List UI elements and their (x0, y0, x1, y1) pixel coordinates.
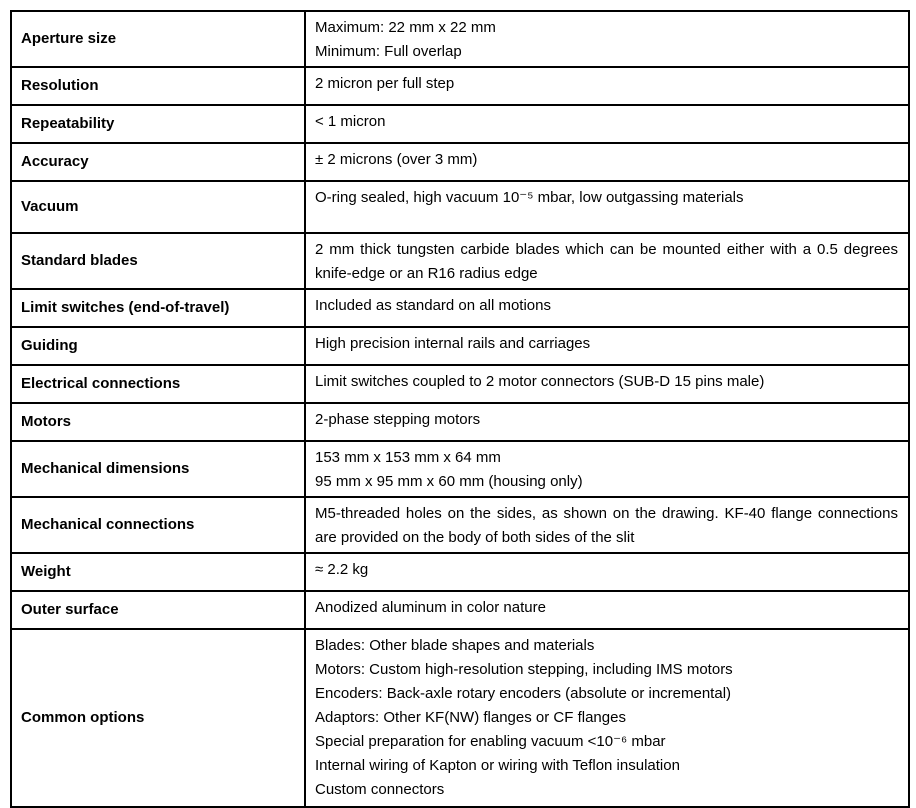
spec-value-line: Anodized aluminum in color nature (315, 599, 546, 616)
spec-value (305, 143, 909, 181)
spec-row (11, 181, 909, 233)
spec-row (11, 233, 909, 289)
spec-value (305, 67, 909, 105)
spec-value-line: Minimum: Full overlap (315, 43, 462, 60)
spec-value-line: ≈ 2.2 kg (315, 561, 369, 578)
spec-row (11, 553, 909, 591)
spec-value-line: 2-phase stepping motors (315, 411, 481, 428)
spec-label: Outer surface (11, 591, 305, 629)
spec-value-line: Limit switches coupled to 2 motor connectors (SUB-D 15 pins male) (315, 373, 765, 390)
spec-label: Aperture size (11, 11, 305, 67)
spec-value-line: Motors: Custom high-resolution stepping, including IMS motors (315, 661, 733, 678)
spec-label: Accuracy (11, 143, 305, 181)
spec-label: Mechanical dimensions (11, 441, 305, 497)
spec-table-body (11, 11, 909, 807)
spec-row (11, 441, 909, 497)
spec-row (11, 327, 909, 365)
spec-value (305, 181, 909, 233)
spec-value-line: Custom connectors (315, 781, 445, 798)
spec-value (305, 553, 909, 591)
spec-value-line: Maximum: 22 mm x 22 mm (315, 19, 496, 36)
spec-row (11, 105, 909, 143)
spec-value: M5-threaded holes on the sides, as shown on the drawing. KF-40 flange connections are provided on the body of both sides of the slit (305, 497, 909, 553)
spec-row (11, 629, 909, 807)
spec-label: Common options (11, 629, 305, 807)
spec-value (305, 327, 909, 365)
spec-value-line: O-ring sealed, high vacuum 10⁻⁵ mbar, low outgassing materials (315, 189, 744, 206)
spec-row (11, 365, 909, 403)
spec-label: Mechanical connections (11, 497, 305, 553)
spec-value: 2 mm thick tungsten carbide blades which can be mounted either with a 0.5 degrees knife-edge or an R16 radius edge (305, 233, 909, 289)
spec-value (305, 591, 909, 629)
spec-value-line: < 1 micron (315, 113, 386, 130)
spec-label: Limit switches (end-of-travel) (11, 289, 305, 327)
spec-label: Motors (11, 403, 305, 441)
spec-row (11, 143, 909, 181)
spec-row (11, 591, 909, 629)
spec-value (305, 365, 909, 403)
spec-value (305, 403, 909, 441)
spec-label: Resolution (11, 67, 305, 105)
spec-value (305, 105, 909, 143)
spec-label: Standard blades (11, 233, 305, 289)
spec-label: Repeatability (11, 105, 305, 143)
spec-value-line: Blades: Other blade shapes and materials (315, 637, 595, 654)
spec-value-line: ± 2 microns (over 3 mm) (315, 151, 478, 168)
spec-row (11, 11, 909, 67)
spec-value-line: Included as standard on all motions (315, 297, 551, 314)
spec-value-line: Internal wiring of Kapton or wiring with Teflon insulation (315, 757, 680, 774)
spec-value (305, 11, 909, 67)
spec-value (305, 629, 909, 807)
spec-row (11, 289, 909, 327)
spec-value (305, 441, 909, 497)
spec-row (11, 67, 909, 105)
spec-label: Vacuum (11, 181, 305, 233)
spec-value-line: Special preparation for enabling vacuum <10⁻⁶ mbar (315, 733, 666, 750)
spec-value-line: 153 mm x 153 mm x 64 mm (315, 449, 501, 466)
spec-value-line: Adaptors: Other KF(NW) flanges or CF flanges (315, 709, 626, 726)
spec-label: Guiding (11, 327, 305, 365)
spec-value-line: 2 micron per full step (315, 75, 455, 92)
spec-value-line: Encoders: Back-axle rotary encoders (absolute or incremental) (315, 685, 732, 702)
spec-label: Electrical connections (11, 365, 305, 403)
spec-row (11, 403, 909, 441)
spec-value (305, 289, 909, 327)
spec-row (11, 497, 909, 553)
spec-value-line: High precision internal rails and carriages (315, 335, 591, 352)
spec-value-line: 95 mm x 95 mm x 60 mm (housing only) (315, 473, 583, 490)
spec-label: Weight (11, 553, 305, 591)
specifications-table (10, 10, 910, 808)
